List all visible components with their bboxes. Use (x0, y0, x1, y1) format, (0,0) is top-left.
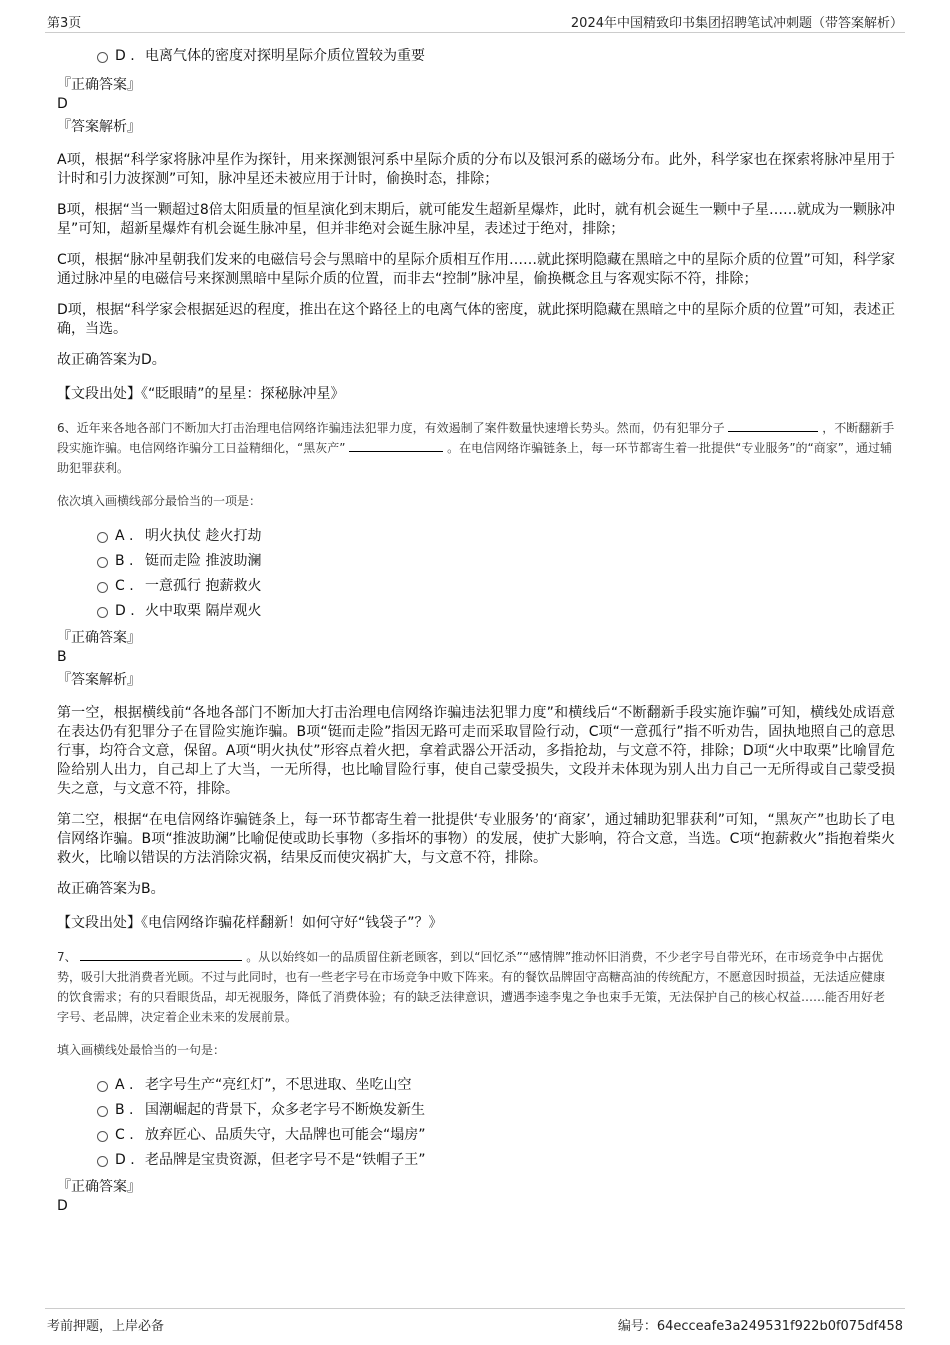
footer-slogan: 考前押题，上岸必备 (47, 1319, 165, 1334)
option-text: 一意孤行 抱薪救火 (145, 578, 262, 594)
page-header (45, 12, 905, 33)
q7-option-d[interactable] (97, 1148, 895, 1173)
q5-analysis-a: A项，根据“科学家将脉冲星作为探针，用来探测银河系中星际介质的分布以及银河系的磁场分布。此外，科学家也在探索将脉冲星用于计时和引力波探测”可知，脉冲星还未被应用于计时，偷换时态，排除； (57, 152, 895, 187)
q5-analysis-b: B项，根据“当一颗超过8倍太阳质量的恒星演化到末期后，就可能发生超新星爆炸，此时，就有机会诞生一颗中子星……就成为一颗脉冲星”可知，超新星爆炸有机会诞生脉冲星，但并非绝对会诞生脉冲星，表述过于绝对，排除； (57, 202, 895, 237)
radio-icon[interactable] (97, 532, 108, 543)
radio-icon[interactable] (97, 1156, 108, 1167)
q6-stem-part2: ，不断翻新手段实施诈骗。电信网络诈骗分工日益精细化，“黑灰产” (57, 421, 895, 455)
q7-stem-text: 。从以始终如一的品质留住新老顾客，到以“回忆杀”“感情牌”推动怀旧消费，不少老字号自带光环，在市场竞争中占据优势，吸引大批消费者光顾。不过与此同时，也有一些老字号在市场竞争中败下阵来。有的餐饮品牌固守高糖高油的传统配方，不愿意因时损益，无法适应健康的饮食需求；有的只看眼货品，却无视服务，降低了消费体验；有的缺乏法律意识，遭遇李逵李鬼之争也束手无策，无法保护自己的核心权益……能否用好老字号、老品牌，决定着企业未来的发展前景。 (57, 950, 886, 1024)
option-text: 放弃匠心、品质失守，大品牌也可能会“塌房” (145, 1127, 426, 1143)
radio-icon[interactable] (97, 582, 108, 593)
q5-answer: D (57, 96, 68, 112)
q6-option-b[interactable] (97, 549, 895, 574)
q5-option-d[interactable] (97, 44, 895, 69)
q7-option-a[interactable] (97, 1073, 895, 1098)
option-letter: B . (115, 553, 134, 569)
q5-source: 【文段出处】《“眨眼睛”的星星：探秘脉冲星》 (57, 386, 345, 402)
option-text: 铤而走险 推波助澜 (145, 553, 262, 569)
page-number: 第3页 (47, 16, 82, 31)
fill-blank (80, 948, 242, 961)
q7-prompt: 填入画横线处最恰当的一句是： (57, 1043, 226, 1057)
radio-icon[interactable] (97, 557, 108, 568)
radio-icon[interactable] (97, 607, 108, 618)
radio-icon[interactable] (97, 52, 108, 63)
option-text: 电离气体的密度对探明星际介质位置较为重要 (145, 48, 425, 64)
q7-number: 7、 (57, 950, 77, 964)
q7-answer-label: 『正确答案』 (57, 1179, 141, 1195)
document-id: 编号：64ecceafe3a249531f922b0f075df458 (617, 1319, 903, 1334)
q6-conclusion: 故正确答案为B。 (57, 881, 165, 897)
q6-stem (57, 418, 895, 478)
option-letter: C . (115, 1127, 134, 1143)
document-body (57, 44, 895, 1215)
option-letter: B . (115, 1102, 134, 1118)
option-text: 国潮崛起的背景下，众多老字号不断焕发新生 (145, 1102, 425, 1118)
option-letter: A . (115, 1077, 134, 1093)
option-text: 明火执仗 趁火打劫 (145, 528, 262, 544)
option-letter: A . (115, 528, 134, 544)
q5-conclusion: 故正确答案为D。 (57, 352, 166, 368)
option-letter: C . (115, 578, 134, 594)
q6-stem-part1: 6、近年来各地各部门不断加大打击治理电信网络诈骗违法犯罪力度，有效遏制了案件数量快速增长势头。然而，仍有犯罪分子 (57, 421, 725, 435)
q6-answer: B (57, 649, 67, 665)
q6-analysis-second-blank: 第二空，根据“在电信网络诈骗链条上，每一环节都寄生着一批提供‘专业服务’的‘商家’，通过辅助犯罪获利”可知，“黑灰产”也助长了电信网络诈骗。B项“推波助澜”比喻促使或助长事物（多指坏的事物）的发展，使扩大影响，符合文意，当选。C项“抱薪救火”指抱着柴火救火，比喻以错误的方法消除灾祸，结果反而使灾祸扩大，与文意不符，排除。 (57, 812, 895, 866)
q5-analysis-label: 『答案解析』 (57, 119, 141, 135)
q7-stem (57, 947, 895, 1027)
fill-blank (728, 419, 818, 432)
q6-stem-part3: 。在电信网络诈骗链条上，每一环节都寄生着一批提供“专业服务”的“商家”，通过辅助犯罪获利。 (57, 441, 892, 475)
radio-icon[interactable] (97, 1081, 108, 1092)
q6-option-a[interactable] (97, 524, 895, 549)
q7-option-b[interactable] (97, 1098, 895, 1123)
option-text: 老字号生产“亮红灯”，不思进取、坐吃山空 (145, 1077, 412, 1093)
q6-prompt: 依次填入画横线部分最恰当的一项是： (57, 494, 262, 508)
q6-source: 【文段出处】《电信网络诈骗花样翻新！如何守好“钱袋子”？》 (57, 915, 443, 931)
radio-icon[interactable] (97, 1131, 108, 1142)
q6-answer-label: 『正确答案』 (57, 630, 141, 646)
option-letter: D . (115, 1152, 135, 1168)
q6-option-c[interactable] (97, 574, 895, 599)
q6-analysis-first-blank: 第一空，根据横线前“各地各部门不断加大打击治理电信网络诈骗违法犯罪力度”和横线后“不断翻新手段实施诈骗”可知，横线处成语意在表达仍有犯罪分子在冒险实施诈骗。B项“铤而走险”指因无路可走而采取冒险行动，C项“一意孤行”指不听劝告，固执地照自己的意思行事，均符合文意，保留。A项“明火执仗”形容点着火把，拿着武器公开活动，多指抢劫，与文意不符，排除；D项“火中取栗”比喻冒危险给别人出力，自己却上了大当，一无所得，也比喻冒险行事，使自己蒙受损失，文段并未体现为别人出力自己一无所得或自己蒙受损失之意，与文意不符，排除。 (57, 705, 895, 797)
option-letter: D . (115, 603, 135, 619)
document-title: 2024年中国精致印书集团招聘笔试冲刺题（带答案解析） (570, 16, 903, 31)
q5-answer-label: 『正确答案』 (57, 77, 141, 93)
fill-blank (349, 439, 443, 452)
q5-analysis-c: C项，根据“脉冲星朝我们发来的电磁信号会与黑暗中的星际介质相互作用……就此探明隐藏在黑暗之中的星际介质的位置”可知，科学家通过脉冲星的电磁信号来探测黑暗中星际介质的位置，而非去“控制”脉冲星，偷换概念且与客观实际不符，排除； (57, 252, 895, 287)
q7-answer: D (57, 1198, 68, 1214)
option-text: 老品牌是宝贵资源，但老字号不是“铁帽子王” (145, 1152, 426, 1168)
radio-icon[interactable] (97, 1106, 108, 1117)
option-text: 火中取栗 隔岸观火 (145, 603, 262, 619)
q6-analysis-label: 『答案解析』 (57, 672, 141, 688)
option-letter: D . (115, 48, 135, 64)
q7-option-c[interactable] (97, 1123, 895, 1148)
q6-option-d[interactable] (97, 599, 895, 624)
page-footer (45, 1308, 905, 1333)
q5-analysis-d: D项，根据“科学家会根据延迟的程度，推出在这个路径上的电离气体的密度，就此探明隐藏在黑暗之中的星际介质的位置”可知，表述正确，当选。 (57, 302, 895, 337)
